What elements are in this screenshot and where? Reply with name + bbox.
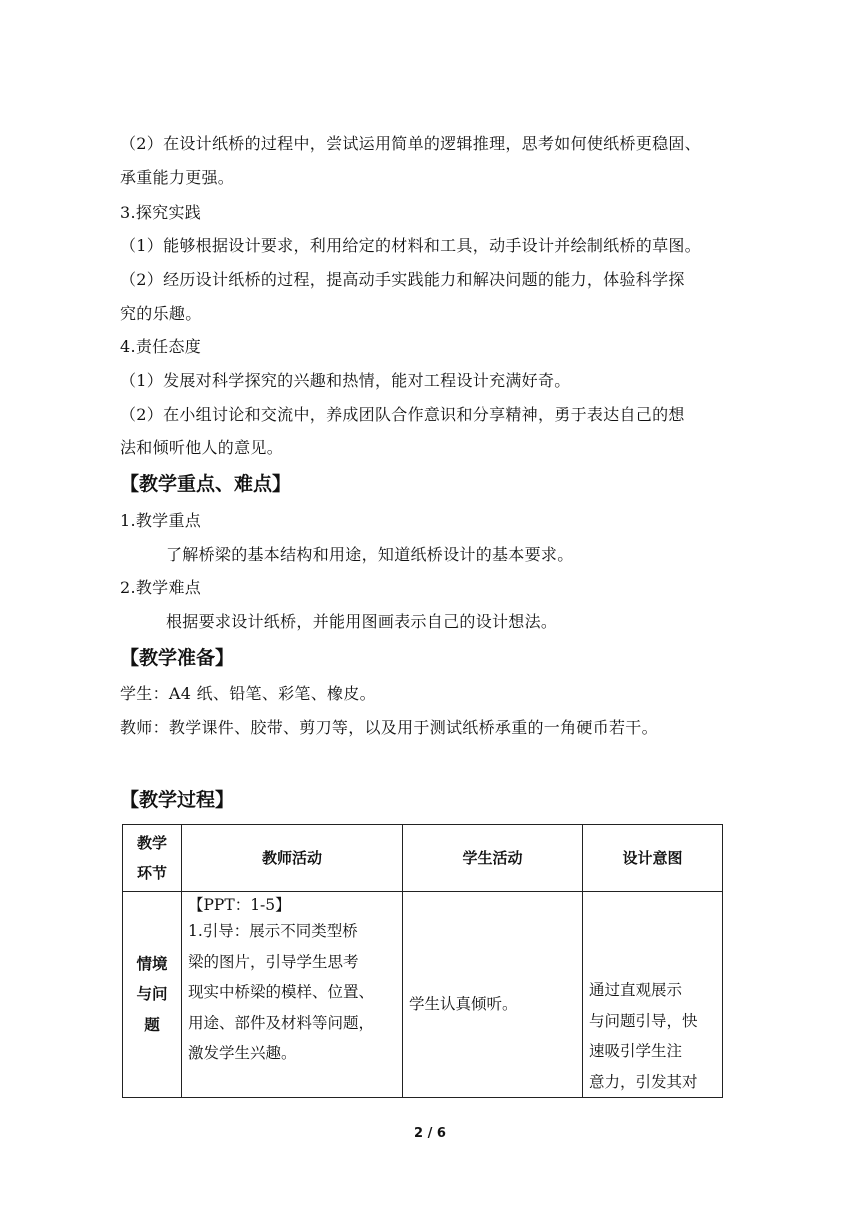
teacher-activity-line: 现实中桥梁的模样、位置、 xyxy=(188,983,375,1001)
teacher-activity-line: 1.引导：展示不同类型桥 xyxy=(188,922,358,940)
difficulty-text: 根据要求设计纸桥，并能用图画表示自己的设计想法。 xyxy=(166,612,558,631)
header-design-intent: 设计意图 xyxy=(583,825,723,892)
key-point-title: 1.教学重点 xyxy=(120,511,202,530)
teacher-activity-line: 用途、部件及材料等问题， xyxy=(188,1013,375,1032)
key-points-heading: 【教学重点、难点】 xyxy=(120,473,292,495)
objective-inquiry-2-line1: （2）经历设计纸桥的过程，提高动手实践能力和解决问题的能力，体验科学探 xyxy=(120,270,685,289)
objective-inquiry-1: （1）能够根据设计要求，利用给定的材料和工具，动手设计并绘制纸桥的草图。 xyxy=(120,236,701,255)
difficulty-title: 2.教学难点 xyxy=(120,578,202,597)
inquiry-practice-title: 3.探究实践 xyxy=(120,203,202,222)
teacher-activity-line: 激发学生兴趣。 xyxy=(188,1044,297,1062)
section-cell xyxy=(123,892,182,1098)
design-intent-line: 与问题引导，快 xyxy=(589,1011,698,1030)
header-section-line1: 教学 xyxy=(136,834,167,852)
design-intent-line: 通过直观展示 xyxy=(589,981,683,999)
section-line1: 情境 xyxy=(136,954,168,973)
page-number: 2 / 6 xyxy=(414,1126,446,1141)
teacher-activity-line: 【PPT：1-5】 xyxy=(188,896,291,914)
objective-thinking-2-line1: （2）在设计纸桥的过程中，尝试运用简单的逻辑推理，思考如何使纸桥更稳固、 xyxy=(120,134,701,153)
teacher-activity-cell xyxy=(182,892,403,1098)
responsibility-attitude-title: 4.责任态度 xyxy=(120,337,202,356)
student-activity-cell: 学生认真倾听。 xyxy=(403,892,583,1098)
process-heading: 【教学过程】 xyxy=(120,789,235,811)
objective-attitude-2-line1: （2）在小组讨论和交流中，养成团队合作意识和分享精神，勇于表达自己的想 xyxy=(120,405,685,424)
design-intent-line: 意力，引发其对 xyxy=(589,1072,698,1091)
section-line3: 题 xyxy=(144,1015,160,1034)
design-intent-line: 速吸引学生注 xyxy=(589,1042,683,1060)
header-section xyxy=(123,825,182,892)
header-teacher-activity: 教师活动 xyxy=(182,825,403,892)
objective-inquiry-2-line2: 究的乐趣。 xyxy=(120,304,202,323)
teaching-process-table xyxy=(122,824,723,1098)
header-section-line2: 环节 xyxy=(136,864,167,882)
key-point-text: 了解桥梁的基本结构和用途，知道纸桥设计的基本要求。 xyxy=(166,545,574,564)
header-student-activity: 学生活动 xyxy=(403,825,583,892)
preparation-heading: 【教学准备】 xyxy=(120,647,235,669)
objective-attitude-2-line2: 法和倾听他人的意见。 xyxy=(120,438,284,457)
objective-thinking-2-line2: 承重能力更强。 xyxy=(120,168,235,187)
teacher-activity-line: 梁的图片，引导学生思考 xyxy=(188,952,359,971)
preparation-students: 学生：A4 纸、铅笔、彩笔、橡皮。 xyxy=(120,684,376,703)
objective-attitude-1: （1）发展对科学探究的兴趣和热情，能对工程设计充满好奇。 xyxy=(120,371,571,390)
design-intent-cell xyxy=(583,892,723,1098)
preparation-teacher: 教师：教学课件、胶带、剪刀等，以及用于测试纸桥承重的一角硬币若干。 xyxy=(120,718,658,737)
section-line2: 与问 xyxy=(136,985,168,1004)
table-header-row xyxy=(123,825,723,892)
table-row xyxy=(123,892,723,1098)
